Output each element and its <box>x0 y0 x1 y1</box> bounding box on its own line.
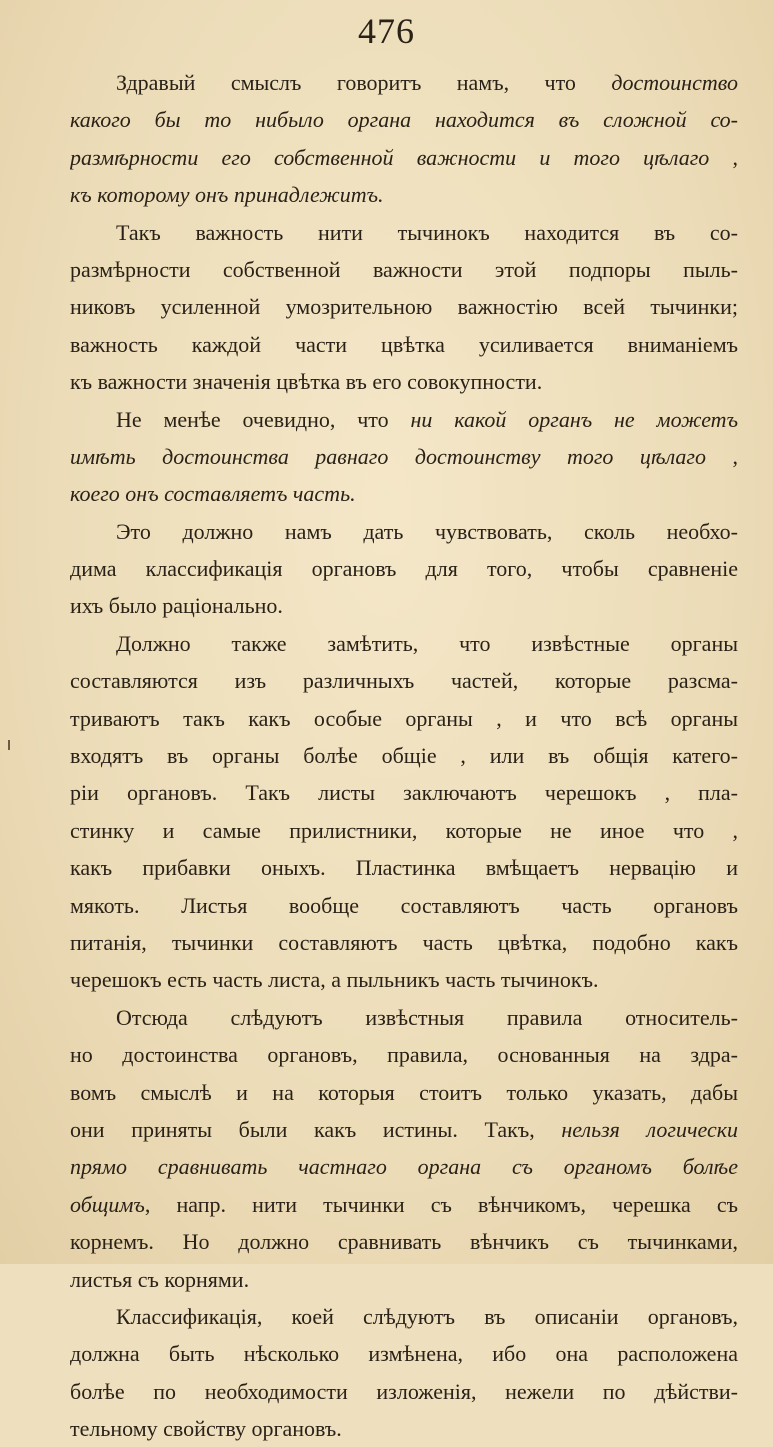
text-line <box>70 961 738 998</box>
margin-mark <box>8 740 10 750</box>
text-run: Такъ важность нити тычинокъ находится въ со- <box>116 219 738 245</box>
text-line <box>70 1373 738 1410</box>
italic-text: какого бы то нибыло органа находится въ сложной со- <box>70 107 738 133</box>
text-line <box>70 326 738 363</box>
text-run: ихъ было раціонально. <box>70 593 283 619</box>
text-run: но достоинства органовъ, правила, основанныя на здра- <box>70 1042 738 1068</box>
text-run: вомъ смыслѣ и на которыя стоитъ только указать, дабы <box>70 1079 738 1105</box>
text-run: ріи органовъ. Такъ листы заключаютъ черешокъ , пла- <box>70 780 738 806</box>
text-line <box>70 737 738 774</box>
text-line <box>70 774 738 811</box>
italic-text: ни какой органъ не можетъ <box>410 406 738 432</box>
paragraph <box>70 625 738 999</box>
text-line <box>70 849 738 886</box>
text-line <box>70 587 738 624</box>
text-run: корнемъ. Но должно сравнивать вѣнчикъ съ тычинками, <box>70 1229 738 1255</box>
text-run: они приняты были какъ истины. Такъ, <box>70 1116 562 1142</box>
text-line <box>70 176 738 213</box>
text-line <box>70 363 738 400</box>
text-line <box>70 64 738 101</box>
text-line <box>70 101 738 138</box>
text-line <box>70 1036 738 1073</box>
text-line <box>70 438 738 475</box>
italic-text: прямо сравнивать частнаго органа съ органомъ болѣе <box>70 1154 738 1180</box>
text-run: составляются изъ различныхъ частей, которые разсма- <box>70 668 738 694</box>
paragraph <box>70 1298 738 1447</box>
text-line <box>70 1074 738 1111</box>
italic-text: къ которому онъ принадлежитъ. <box>70 182 384 208</box>
text-line <box>70 1410 738 1447</box>
text-line <box>70 1298 738 1335</box>
text-run: триваютъ такъ какъ особые органы , и что всѣ органы <box>70 705 738 731</box>
paragraph <box>70 513 738 625</box>
text-run: должна быть нѣсколько измѣнена, ибо она расположена <box>70 1341 738 1367</box>
text-line <box>70 1335 738 1372</box>
text-run: Не менѣе очевидно, что <box>116 406 411 432</box>
text-run: размѣрности собственной важности этой подпоры пыль- <box>70 256 738 282</box>
page-number: 476 <box>358 11 415 51</box>
text-run: Классификація, коей слѣдуютъ въ описаніи органовъ, <box>116 1303 738 1329</box>
text-line <box>70 1148 738 1185</box>
text-run: , напр. нити тычинки съ вѣнчикомъ, черешка съ <box>144 1191 738 1217</box>
text-line <box>70 550 738 587</box>
text-run: дима классификація органовъ для того, чтобы сравненіе <box>70 556 738 582</box>
text-line <box>70 1186 738 1223</box>
text-run: тельному свойству органовъ. <box>70 1416 342 1442</box>
italic-text: имѣть достоинства равнаго достоинству того цѣлаго <box>70 443 707 469</box>
paragraph <box>70 999 738 1298</box>
text-line <box>70 887 738 924</box>
text-run: къ важности значенія цвѣтка въ его совокупности. <box>70 369 543 395</box>
text-line <box>70 139 738 176</box>
text-run: важность каждой части цвѣтка усиливается вниманіемъ <box>70 331 738 357</box>
paragraph <box>70 64 738 214</box>
paragraph <box>70 401 738 513</box>
text-line <box>70 513 738 550</box>
text-body <box>70 64 738 1447</box>
text-line <box>70 1111 738 1148</box>
text-line <box>70 475 738 512</box>
text-run: питанія, тычинки составляютъ часть цвѣтка, подобно какъ <box>70 929 738 955</box>
text-line <box>70 700 738 737</box>
italic-text: размѣрности его собственной важности и того цѣлаго <box>70 144 710 170</box>
text-line <box>70 662 738 699</box>
text-line <box>70 1223 738 1260</box>
italic-text: достоинство <box>611 70 738 95</box>
paragraph <box>70 214 738 401</box>
text-run: Здравый смыслъ говоритъ намъ, что <box>116 70 612 95</box>
text-run: входятъ въ органы болѣе общіе , или въ общія катего- <box>70 743 738 769</box>
text-run: листья съ корнями. <box>70 1266 250 1292</box>
italic-text: общимъ <box>70 1191 145 1217</box>
text-line <box>70 401 738 438</box>
text-run: Отсюда слѣдуютъ извѣстныя правила относитель- <box>116 1004 738 1030</box>
text-line <box>70 625 738 662</box>
text-run: Должно также замѣтить, что извѣстные органы <box>116 630 738 656</box>
text-run: , <box>706 443 738 469</box>
text-run: черешокъ есть часть листа, а пыльникъ часть тычинокъ. <box>70 967 599 993</box>
text-run: стинку и самые прилистники, которые не иное что , <box>70 817 738 843</box>
text-line <box>70 812 738 849</box>
text-line <box>70 999 738 1036</box>
text-line <box>70 251 738 288</box>
text-line <box>70 288 738 325</box>
text-run: болѣе по необходимости изложенія, нежели по дѣйстви- <box>70 1378 738 1404</box>
text-line <box>70 924 738 961</box>
text-line <box>70 214 738 251</box>
text-run: мякоть. Листья вообще составляютъ часть органовъ <box>70 892 738 918</box>
text-run: Это должно намъ дать чувствовать, сколь необхо- <box>116 518 738 544</box>
italic-text: нельзя логически <box>561 1116 738 1142</box>
text-run: , <box>709 144 738 170</box>
text-run: какъ прибавки оныхъ. Пластинка вмѣщаетъ нервацію и <box>70 855 738 881</box>
text-line <box>70 1261 738 1298</box>
italic-text: коего онъ составляетъ часть. <box>70 481 356 507</box>
text-run: никовъ усиленной умозрительною важностію всей тычинки; <box>70 294 738 320</box>
